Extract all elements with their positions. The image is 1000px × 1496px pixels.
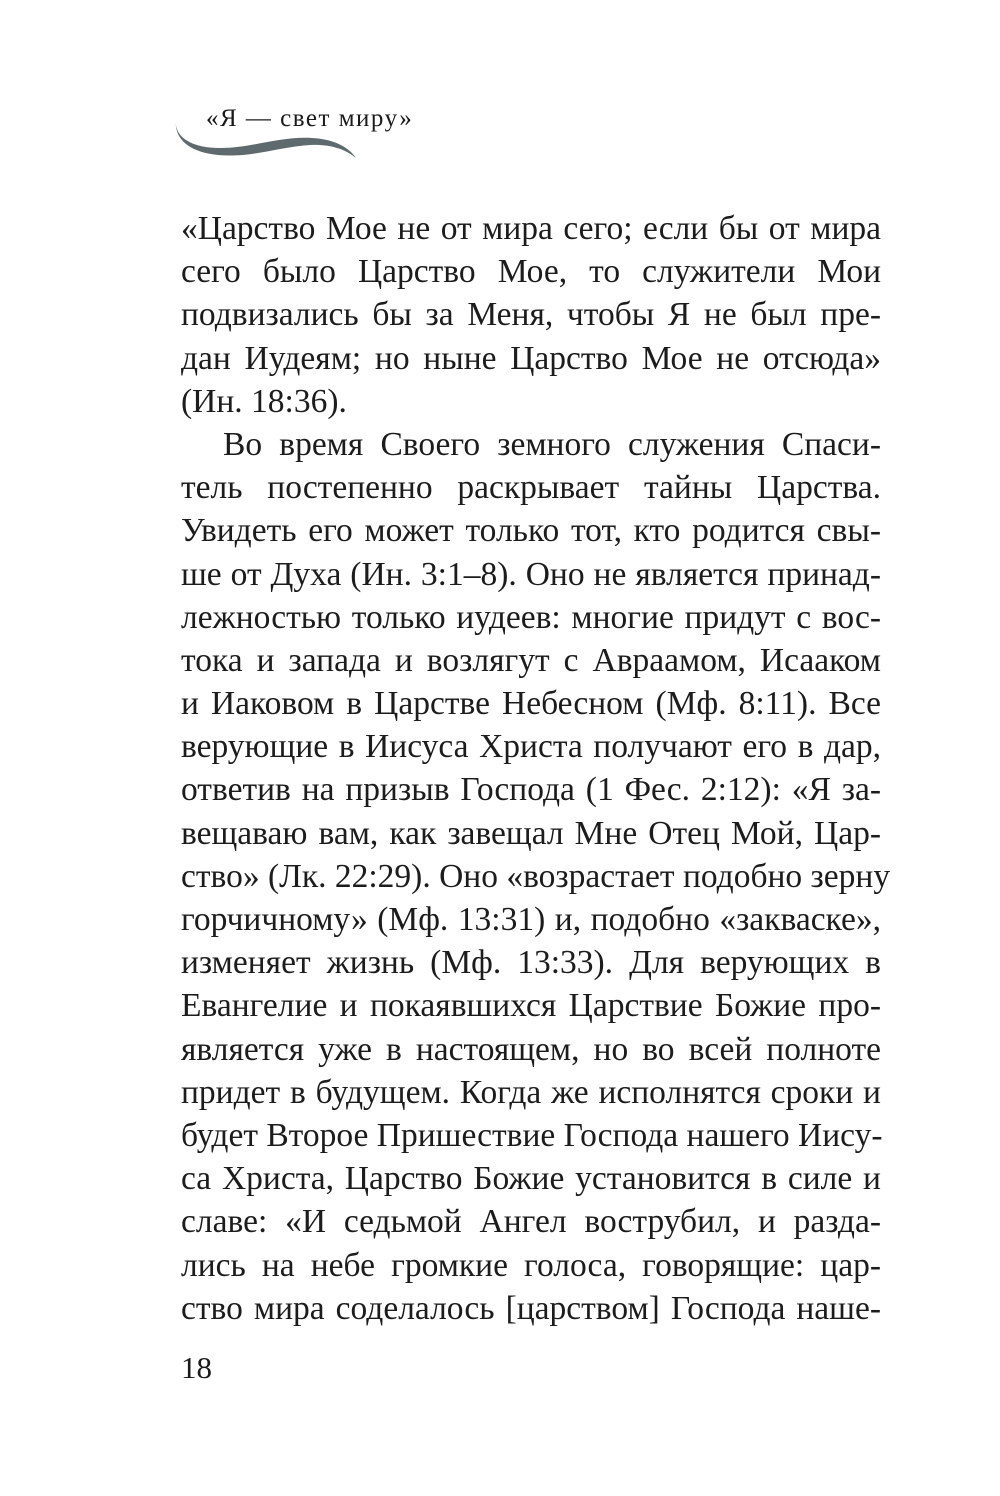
text-line: будет Второе Пришествие Господа нашего Иису- (181, 1116, 883, 1154)
running-head-title: «Я — свет миру» (206, 105, 414, 132)
paragraph-1 (181, 207, 881, 423)
text-line: лежностью только иудеев: многие придут с вос- (181, 598, 881, 636)
text-line: славе: «И седьмой Ангел вострубил, и разда- (181, 1203, 881, 1241)
decorative-swoosh (172, 118, 362, 166)
text-line: является уже в настоящем, но во всей полноте (181, 1030, 881, 1068)
text-line: Увидеть его может только тот, кто родится свы- (181, 512, 881, 550)
page-number: 18 (181, 1350, 212, 1385)
text-line: ответив на призыв Господа (1 Фес. 2:12): «Я за- (181, 771, 881, 809)
text-line: вещаваю вам, как завещал Мне Отец Мой, Цар- (181, 814, 881, 852)
text-line: верующие в Иисуса Христа получают его в дар, (181, 728, 881, 766)
text-line: (Ин. 18:36). (181, 382, 347, 420)
text-line: горчичному» (Мф. 13:31) и, подобно «закваске», (181, 901, 881, 938)
text-line: са Христа, Царство Божие установится в силе и (181, 1160, 881, 1198)
main-text (181, 207, 891, 1330)
text-line: «Царство Мое не от мира сего; если бы от мира (181, 210, 881, 247)
text-line: ше от Духа (Ин. 3:1–8). Оно не является принад- (181, 555, 881, 593)
text-line: Евангелие и покаявшихся Царствие Божие про- (181, 987, 881, 1025)
text-line: изменяет жизнь (Мф. 13:33). Для верующих в (181, 944, 881, 982)
text-line: дан Иудеям; но ныне Царство Мое не отсюда» (181, 339, 881, 377)
text-line: придет в будущем. Когда же исполнятся сроки и (181, 1073, 881, 1111)
text-line: Во время Своего земного служения Спаси- (223, 425, 881, 463)
text-line: тель постепенно раскрывает тайны Царства. (181, 469, 881, 507)
text-line: тока и запада и возлягут с Авраамом, Исааком (181, 641, 881, 679)
text-line: сего было Царство Мое, то служители Мои (181, 253, 881, 291)
text-line: подвизались бы за Меня, чтобы Я не был пре- (181, 296, 881, 334)
text-line: и Иаковом в Царстве Небесном (Мф. 8:11). Все (181, 685, 881, 723)
text-line: ство мира соделалось [царством] Господа наше- (181, 1289, 881, 1327)
text-line: ство» (Лк. 22:29). Оно «возрастает подобно зерну (181, 857, 891, 895)
swoosh-shape (176, 120, 356, 158)
text-line: лись на небе громкие голоса, говорящие: цар- (181, 1246, 881, 1284)
paragraph-2 (181, 423, 891, 1330)
